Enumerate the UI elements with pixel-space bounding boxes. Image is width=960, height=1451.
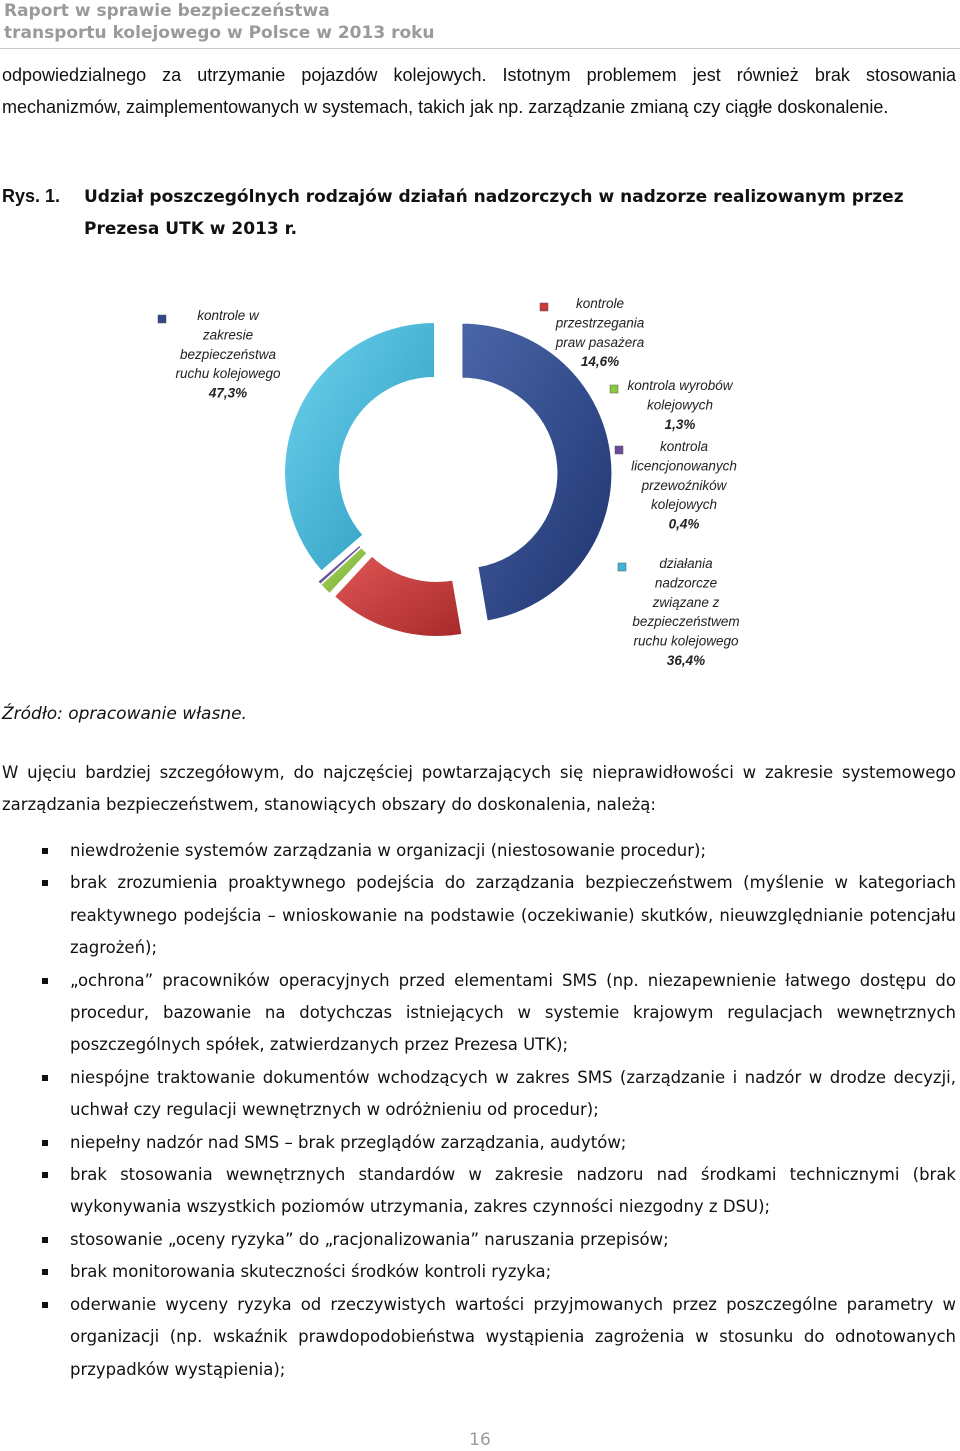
bullet-square-icon [42,880,48,886]
list-item [0,1159,956,1224]
intro-paragraph: odpowiedzialnego za utrzymanie pojazdów kolejowych. Istotnym problemem jest również brak stosowania mechanizmów, zaimplementowanych w systemach, takich jak np. zarządzanie zmianą czy ciągłe doskonalenie. [2,65,956,118]
legend-marker [618,563,626,571]
list-item-text: niespójne traktowanie dokumentów wchodzących w zakres SMS (zarządzanie i nadzór w drodze decyzji, uchwał czy regulacji wewnętrznych w odróżnieniu od procedur); [70,1067,956,1120]
legend-marker [540,303,548,311]
chart-slice [335,556,462,636]
list-item-text: „ochrona” pracowników operacyjnych przed elementami SMS (np. niezapewnienie łatwego dostępu do procedur, bazowanie na dotychczas istniejących w systemie krajowym regulacjach wewnętrznych poszczególnych spółek, zatwierdzanych przez Prezesa UTK); [70,970,956,1055]
list-item [0,1289,956,1386]
list-item-text: niepełny nadzór nad SMS – brak przeglądów zarządzania, audytów; [70,1132,627,1152]
figure-caption-line-1: Udział poszczególnych rodzajów działań nadzorczych w nadzorze realizowanym przez [84,187,904,207]
slice-label: kontrole przestrzegania praw pasażera 14,6% [555,296,645,370]
bullet-square-icon [42,1302,48,1308]
bullet-square-icon [42,1237,48,1243]
slice-label: kontrola wyrobów kolejowych 1,3% [627,378,733,432]
list-item [0,867,956,964]
list-item-text: brak monitorowania skuteczności środków kontroli ryzyka; [70,1262,552,1282]
legend-marker [158,315,166,323]
body-paragraph: W ujęciu bardziej szczegółowym, do najczęściej powtarzających się nieprawidłowości w zakresie systemowego zarządzania bezpieczeństwem, stanowiących obszary do doskonalenia, należą: [2,763,956,815]
figure-number: Rys. 1. [2,186,61,206]
slice-label: kontrole w zakresie bezpieczeństwa ruchu kolejowego 47,3% [175,308,281,401]
report-title-line-2: transportu kolejowego w Polsce w 2013 roku [4,23,435,43]
bullet-square-icon [42,1140,48,1146]
bullet-square-icon [42,848,48,854]
list-item [0,835,956,867]
bullet-square-icon [42,1172,48,1178]
chart-slice [285,323,435,571]
bullet-square-icon [42,1075,48,1081]
list-item-text: brak zrozumienia proaktywnego podejścia do zarządzania bezpieczeństwem (myślenie w kategoriach reaktywnego podejścia – wnioskowanie na podstawie (oczekiwanie) skutków, nieuwzględnianie potencjału zagrożeń); [70,873,956,958]
list-item [0,1224,956,1256]
chart-slices [285,323,612,637]
list-item-text: stosowanie „oceny ryzyka” do „racjonalizowania” naruszania przepisów; [70,1229,669,1249]
bullet-list [0,835,958,1386]
figure-caption [2,180,952,246]
list-item-text: brak stosowania wewnętrznych standardów w zakresie nadzoru nad środkami technicznymi (brak wykonywania wszystkich poziomów utrzymania, zakres czynności niezgodny z DSU); [70,1165,956,1217]
doughnut-chart [0,280,960,700]
figure-caption-line-2: Prezesa UTK w 2013 r. [84,219,298,240]
list-item [0,1127,956,1159]
page-number: 16 [469,1430,491,1450]
legend-marker [615,446,623,454]
slice-label: kontrola licencjonowanych przewoźników kolejowych 0,4% [631,439,737,532]
list-item-text: oderwanie wyceny ryzyka od rzeczywistych wartości przyjmowanych przez poszczególne parametry w organizacji (np. wskaźnik prawdopodobieństwa wystąpienia zagrożenia w stosunku do odnotowanych przypadków wystąpienia); [70,1294,956,1379]
report-title-line-1: Raport w sprawie bezpieczeństwa [4,1,330,21]
list-item [0,1062,956,1127]
figure-source: Źródło: opracowanie własne. [2,704,247,724]
bullet-square-icon [42,978,48,984]
report-header [4,0,435,44]
header-divider [0,48,960,49]
slice-label: działania nadzorcze związane z bezpieczeństwem ruchu kolejowego 36,4% [632,556,740,668]
bullet-square-icon [42,1269,48,1275]
list-item [0,965,956,1062]
list-item [0,1256,956,1288]
list-item-text: niewdrożenie systemów zarządzania w organizacji (niestosowanie procedur); [70,841,707,860]
legend-marker [610,385,618,393]
